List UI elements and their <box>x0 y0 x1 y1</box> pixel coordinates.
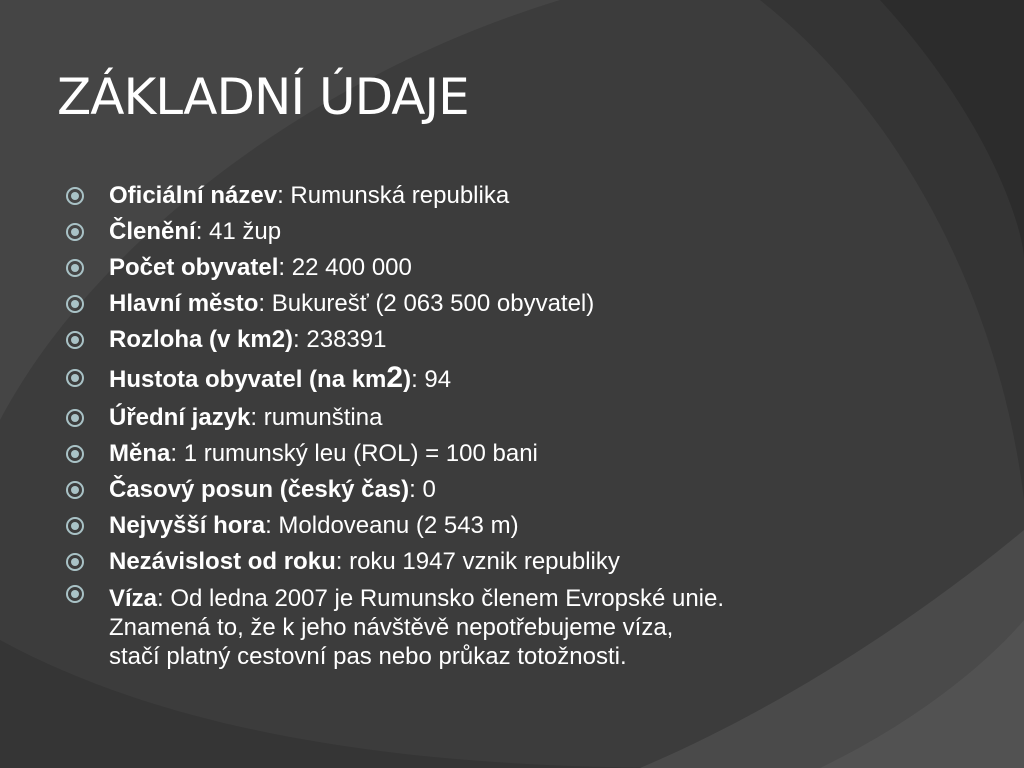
circle-dot-icon <box>64 407 86 429</box>
item-term: Nejvyšší hora <box>109 512 266 539</box>
item-term: Úřední jazyk <box>109 404 251 431</box>
circle-dot-icon <box>64 293 86 315</box>
list-item <box>64 358 964 400</box>
circle-dot-icon <box>64 367 86 389</box>
item-term: Hlavní město <box>109 290 259 317</box>
item-value: : 41 žup <box>195 218 282 245</box>
item-term-close: ) <box>403 366 412 393</box>
item-term: Rozloha (v km2) <box>109 326 294 353</box>
item-value: : 238391 <box>293 326 387 353</box>
circle-dot-icon <box>64 551 86 573</box>
list-item <box>64 544 964 580</box>
item-term: Nezávislost od roku <box>109 548 336 575</box>
item-value-line-2: Znamená to, že k jeho návštěvě nepotřebujeme víza, <box>109 614 674 641</box>
list-item <box>64 286 964 322</box>
item-value: : 0 <box>409 476 436 503</box>
item-value: : Moldoveanu (2 543 m) <box>265 512 519 539</box>
item-value-line-3: stačí platný cestovní pas nebo průkaz totožnosti. <box>109 643 627 670</box>
circle-dot-icon <box>64 515 86 537</box>
circle-dot-icon <box>64 221 86 243</box>
circle-dot-icon <box>64 257 86 279</box>
item-value: : 22 400 000 <box>278 254 412 281</box>
item-value: : Rumunská republika <box>277 182 510 209</box>
item-term: Víza <box>109 585 158 612</box>
circle-dot-icon <box>64 329 86 351</box>
list-item <box>64 322 964 358</box>
item-term-superscript: 2 <box>386 361 404 394</box>
item-value: : roku 1947 vznik republiky <box>335 548 620 575</box>
list-item <box>64 214 964 250</box>
circle-dot-icon <box>64 185 86 207</box>
item-value: : rumunština <box>250 404 383 431</box>
item-value: : 1 rumunský leu (ROL) = 100 bani <box>170 440 538 467</box>
item-term: Členění <box>109 218 196 245</box>
list-item <box>64 580 964 671</box>
item-value: : Bukurešť (2 063 500 obyvatel) <box>258 290 595 317</box>
item-term: Oficiální název <box>109 182 278 209</box>
circle-dot-icon <box>64 479 86 501</box>
bullet-list <box>64 178 964 671</box>
item-term-main: Hustota obyvatel (na km <box>109 366 387 393</box>
list-item <box>64 250 964 286</box>
item-value: : Od ledna 2007 je Rumunsko členem Evropské unie. <box>157 585 725 612</box>
item-term: Časový posun (český čas) <box>109 476 410 503</box>
circle-dot-icon <box>64 583 86 605</box>
item-term: Počet obyvatel <box>109 254 279 281</box>
item-value: : 94 <box>411 366 452 393</box>
list-item <box>64 400 964 436</box>
list-item <box>64 472 964 508</box>
circle-dot-icon <box>64 443 86 465</box>
slide-title: ZÁKLADNÍ ÚDAJE <box>57 68 469 126</box>
list-item <box>64 508 964 544</box>
item-term: Měna <box>109 440 171 467</box>
list-item <box>64 436 964 472</box>
list-item <box>64 178 964 214</box>
item-term <box>109 361 412 394</box>
